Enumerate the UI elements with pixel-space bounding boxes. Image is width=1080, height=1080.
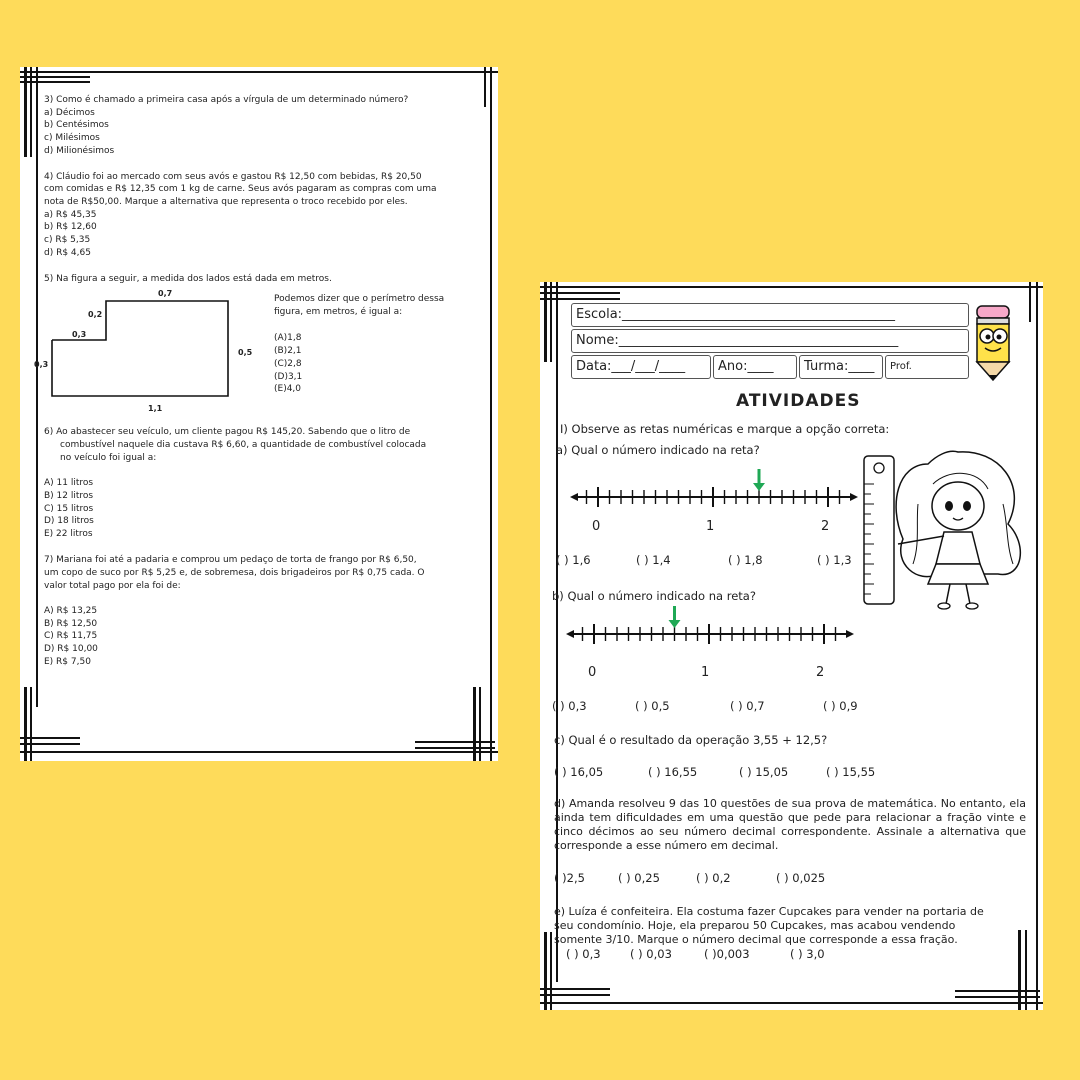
qb-option[interactable]: ( ) 0,3 <box>552 699 587 713</box>
number-line-tick-label: 2 <box>816 665 825 680</box>
qe-text: somente 3/10. Marque o número decimal que corresponde a essa fração. <box>554 933 958 946</box>
number-line-tick-label: 1 <box>706 519 715 534</box>
number-line-tick-label: 0 <box>588 665 597 680</box>
q4-text: com comidas e R$ 12,35 com 1 kg de carne. Seus avós pagaram as compras com uma <box>44 184 437 194</box>
qa-option[interactable]: ( ) 1,4 <box>636 553 671 567</box>
q7-option: B) R$ 12,50 <box>44 619 98 629</box>
q4-option: b) R$ 12,60 <box>44 222 97 232</box>
q6-option: E) 22 litros <box>44 529 93 539</box>
axis-arrow-left <box>566 630 574 638</box>
qd-option[interactable]: ( ) 0,025 <box>776 871 826 885</box>
school-field[interactable]: Escola:__________________________________________ <box>571 303 969 327</box>
qb-option[interactable]: ( ) 0,7 <box>730 699 765 713</box>
q3-text: 3) Como é chamado a primeira casa após a vírgula de um determinado número? <box>44 95 409 105</box>
qa-text: a) Qual o número indicado na reta? <box>556 443 760 457</box>
q6-text: combustível naquele dia custava R$ 6,60, a quantidade de combustível colocada <box>60 440 427 450</box>
q6-option: B) 12 litros <box>44 491 94 501</box>
figure-label-top: 0,7 <box>158 289 173 298</box>
qd-option[interactable]: ( ) 0,25 <box>618 871 660 885</box>
q4-text: 4) Cláudio foi ao mercado com seus avós e gastou R$ 12,50 com bebidas, R$ 20,50 <box>44 172 422 182</box>
year-field[interactable]: Ano:____ <box>713 355 797 379</box>
qd-text: d) Amanda resolveu 9 das 10 questões de sua prova de matemática. No entanto, ela ainda tem dificuldades em uma questão que pede para relacionar a fração vinte e cinco décimos ao seu número decimal correspondente. Assinale a alternativa que corresponde a esse número em decimal. <box>554 797 1026 852</box>
qa-option[interactable]: ( ) 1,6 <box>556 553 591 567</box>
q6-text: no veículo foi igual a: <box>60 453 157 463</box>
worksheet-page-1 <box>20 67 498 761</box>
figure-label-step-top: 0,2 <box>88 310 103 319</box>
qd-option[interactable]: ( ) 0,2 <box>696 871 731 885</box>
qc-option[interactable]: ( ) 16,05 <box>554 765 604 779</box>
name-field[interactable]: Nome:___________________________________________ <box>571 329 969 353</box>
pencil-mascot-icon <box>969 304 1017 382</box>
q7-option: D) R$ 10,00 <box>44 644 98 654</box>
q7-text: um copo de suco por R$ 5,25 e, de sobremesa, dois brigadeiros por R$ 0,75 cada. O <box>44 568 425 578</box>
q7-text: valor total pago por ela foi de: <box>44 581 181 591</box>
q6-option: A) 11 litros <box>44 478 94 488</box>
qb-text: b) Qual o número indicado na reta? <box>552 589 756 603</box>
q4-text: nota de R$50,00. Marque a alternativa que representa o troco recebido por eles. <box>44 197 408 207</box>
q5-option: (C)2,8 <box>274 359 302 369</box>
number-line-a <box>570 467 860 537</box>
q5-option: (B)2,1 <box>274 346 302 356</box>
q7-option: C) R$ 11,75 <box>44 631 98 641</box>
qe-option[interactable]: ( ) 0,03 <box>630 947 672 961</box>
qc-text: c) Qual é o resultado da operação 3,55 + 12,5? <box>554 733 828 747</box>
number-line-tick-label: 0 <box>592 519 601 534</box>
qc-option[interactable]: ( ) 15,55 <box>826 765 876 779</box>
qe-text: seu condomínio. Hoje, ela preparou 50 Cupcakes, mas acabou vendendo <box>554 919 956 932</box>
axis-arrow-right <box>846 630 854 638</box>
q6-option: C) 15 litros <box>44 504 94 514</box>
q3-option: d) Milionésimos <box>44 146 115 156</box>
class-field[interactable]: Turma:____ <box>799 355 883 379</box>
q5-prompt: figura, em metros, é igual a: <box>274 307 403 317</box>
girl-with-ruler-illustration <box>858 444 1028 614</box>
q3-option: c) Milésimos <box>44 133 100 143</box>
perimeter-figure <box>50 285 260 415</box>
q4-option: d) R$ 4,65 <box>44 248 91 258</box>
q5-text: 5) Na figura a seguir, a medida dos lados está dada em metros. <box>44 274 332 284</box>
q5-option: (E)4,0 <box>274 384 302 394</box>
instructions-text: I) Observe as retas numéricas e marque a opção correta: <box>560 422 890 436</box>
green-arrow-head <box>669 620 681 628</box>
qc-option[interactable]: ( ) 15,05 <box>739 765 789 779</box>
axis-arrow-left <box>570 493 578 501</box>
q5-option: (D)3,1 <box>274 372 303 382</box>
qe-option[interactable]: ( ) 0,3 <box>566 947 601 961</box>
q3-option: a) Décimos <box>44 108 95 118</box>
q4-option: a) R$ 45,35 <box>44 210 97 220</box>
number-line-tick-label: 2 <box>821 519 830 534</box>
q4-option: c) R$ 5,35 <box>44 235 91 245</box>
figure-label-bottom: 1,1 <box>148 404 163 413</box>
figure-label-right: 0,5 <box>238 348 253 357</box>
qd-option[interactable]: ( )2,5 <box>554 871 585 885</box>
green-arrow-head <box>753 483 765 491</box>
q3-option: b) Centésimos <box>44 120 109 130</box>
figure-label-step-side: 0,3 <box>72 330 87 339</box>
q6-option: D) 18 litros <box>44 516 94 526</box>
q6-text: 6) Ao abastecer seu veículo, um cliente pagou R$ 145,20. Sabendo que o litro de <box>44 427 411 437</box>
number-line-b <box>566 604 856 674</box>
qb-option[interactable]: ( ) 0,9 <box>823 699 858 713</box>
teacher-field[interactable]: Prof. <box>885 355 969 379</box>
q7-option: E) R$ 7,50 <box>44 657 91 667</box>
date-field[interactable]: Data:___/___/____ <box>571 355 711 379</box>
q5-option: (A)1,8 <box>274 333 302 343</box>
q5-prompt: Podemos dizer que o perímetro dessa <box>274 294 445 304</box>
qe-text: e) Luíza é confeiteira. Ela costuma fazer Cupcakes para vender na portaria de <box>554 905 984 918</box>
q7-text: 7) Mariana foi até a padaria e comprou um pedaço de torta de frango por R$ 6,50, <box>44 555 417 565</box>
qa-option[interactable]: ( ) 1,3 <box>817 553 852 567</box>
page-title: ATIVIDADES <box>736 391 861 411</box>
qe-option[interactable]: ( )0,003 <box>704 947 750 961</box>
qc-option[interactable]: ( ) 16,55 <box>648 765 698 779</box>
figure-label-left: 0,3 <box>34 360 49 369</box>
qa-option[interactable]: ( ) 1,8 <box>728 553 763 567</box>
q7-option: A) R$ 13,25 <box>44 606 98 616</box>
qe-option[interactable]: ( ) 3,0 <box>790 947 825 961</box>
axis-arrow-right <box>850 493 858 501</box>
number-line-tick-label: 1 <box>701 665 710 680</box>
worksheet-page-2 <box>540 282 1043 1010</box>
qb-option[interactable]: ( ) 0,5 <box>635 699 670 713</box>
